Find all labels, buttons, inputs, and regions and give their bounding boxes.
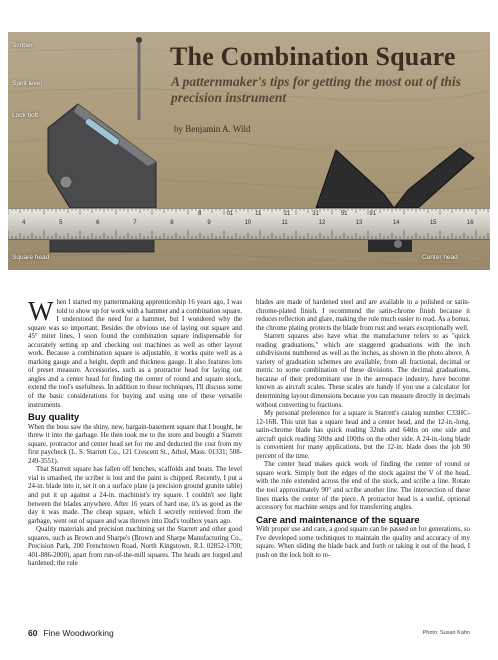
ruler-number-top: 01 xyxy=(226,211,234,217)
hero-photo xyxy=(8,32,490,270)
buy-paragraph-2: That Starrett square has fallen off benches, scaffolds and boats. The level vial is smashed, the scriber is lost and the paint is chipped. Recently, I put a 24-in. blade into it, set it on a surface plate (a precision ground granite table) and put it up against a 24-in. machinist's try square. I couldn't see light between the blades anywhere. After 16 years of hard use, it's as good as the day it was made. The cheap square, which I secretly retrieved from the garbage, went out of square and was thrown into Dad's toolbox years ago. xyxy=(28,466,242,525)
ruler-number: 7 xyxy=(133,220,137,226)
photo-credit: Photo: Susan Kahn xyxy=(422,630,470,636)
callout-lock-bolt: Lock bolt xyxy=(12,112,39,119)
graduations-paragraph: Starrett squares also have what the manufacturer refers to as "quick reading graduations," which are staggered graduations with the inch subdivisions numbered as well as the inches, as shown in the photo above. A variety of graduation schemes are available, from all fractional, decimal or metric to some combination of these divisions. The decimal graduations, because of their predominant use in the aerospace industry, have become known as aircraft scales. These scales are handy if you use a calculator for determining layout dimensions because you can measure directly in decimals without converting to fractions. xyxy=(256,333,470,409)
ruler-blade xyxy=(8,208,490,240)
article-subtitle: A patternmaker's tips for getting the most out of this precision instrument xyxy=(171,74,461,105)
care-paragraph: With proper use and care, a good square can be passed on for generations, so I've developed some techniques to maintain the quality and accuracy of my square. When sliding the blade back and forth or taking it out of the head, I push on the lock bolt to re- xyxy=(256,526,470,559)
ruler-number: 5 xyxy=(59,220,63,226)
article-byline: by Benjamin A. Wild xyxy=(174,124,251,134)
callout-center-head: Center head xyxy=(422,254,458,261)
ruler-number: 14 xyxy=(392,220,400,226)
ruler-number: 16 xyxy=(466,220,474,226)
intro-text: hen I started my patternmaking apprenticeship 16 years ago, I was told to show up for work with a hammer and a combination square. I understood the need for a hammer, but I wondered why the square was so important. Besides the obvious use of laying out square and 45° miter lines, I soon found the combination square indispensable for accurately setting up and checking out machines as well as other layout work. Because a combination square is adjustable, it works quite well as a marking gauge and a height, depth and thickness gauge. It also features lots of preset measure. Accessories, such as a protractor head for laying out angles and a center head for finding the center of round and square stock, extend the tool's usefulness. In addition to these techniques, I'll discuss some of the basic considerations for buying and using one of these versatile instruments. xyxy=(28,299,242,409)
ruler-number-top: 11 xyxy=(255,211,262,217)
preference-paragraph: My personal preference for a square is Starrett's catalog number C33HC-12-16R. This unit has a square head and a center head, and the 12-in.-long, satin-chrome blade has quick reading 32nds and 64ths on one side and aircraft quick reading 50ths and 100ths on the other side. A 24-in.-long blade is convenient for many applications, but the 12-in. blade does the job 90 percent of the time. xyxy=(256,410,470,460)
ruler-number-top: 31 xyxy=(312,211,319,217)
ruler-number: 11 xyxy=(281,220,288,226)
ruler-number: 10 xyxy=(244,220,252,226)
callout-square-head: Square head xyxy=(12,254,50,261)
ruler-number: 8 xyxy=(170,220,174,226)
ruler-number: 15 xyxy=(429,220,437,226)
text-column-left xyxy=(28,296,242,569)
buy-paragraph-3: Quality materials and precision machining set the Starrett and other good squares, such as Brown and Sharpe's (Brown and Sharpe Manufacturing Co., Precision Park, 200 Frenchtown Road, North Kingstown, R.I. 02852-1700; 401-886-2000), apart from run-of-the-mill squares. The heads are forged and hardened; the rule xyxy=(28,526,242,568)
ruler-number-top: 51 xyxy=(340,211,348,217)
ruler-number: 12 xyxy=(318,220,326,226)
page-number: 60 xyxy=(28,628,38,638)
drop-cap: W xyxy=(28,296,54,326)
heading-care-maintenance: Care and maintenance of the square xyxy=(256,514,420,526)
ruler-number: 9 xyxy=(207,220,211,226)
ruler-number: 13 xyxy=(355,220,363,226)
callout-scriber: Scriber xyxy=(12,42,33,49)
blade-paragraph: blades are made of hardened steel and are available in a polished or satin-chrome-plated finish. I recommend the satin-chrome finish because it reduces reflection and glare, making the rule much easier to read. As a bonus, the chrome plating protects the blade from rust and wears exceptionally well. xyxy=(256,299,470,332)
page-folio xyxy=(28,628,114,638)
ruler-number: 4 xyxy=(22,220,26,226)
magazine-name: Fine Woodworking xyxy=(43,628,114,638)
center-head-paragraph: The center head makes quick work of finding the center of round or square work. Simply butt the edges of the stock against the V of the head, with the rule extended across the end of the stock, and scribe a line. Rotate the tool approximately 90° and scribe another line. The intersection of these lines marks the center of the piece. A protractor head is a useful, optional accessory for machine setups and for transferring angles. xyxy=(256,461,470,512)
article-title: The Combination Square xyxy=(170,42,456,71)
heading-buy-quality: Buy quality xyxy=(28,412,80,424)
ruler-number-top: 8 xyxy=(198,211,202,217)
ruler-number-top: 21 xyxy=(283,211,291,217)
buy-paragraph-1: When the boss saw the shiny, new, bargain-basement square that I bought, he threw it into the garbage. He then took me to the store and bought a Starrett square, protractor and center head set for me and deducted the cost from my first paycheck (L. S. Starrett Co., 121 Crescent St., Athol, Mass. 01331; 508-249-3551). xyxy=(28,423,242,465)
callout-spirit-level: Spirit level xyxy=(12,80,42,87)
text-column-right xyxy=(256,299,470,560)
intro-paragraph xyxy=(28,296,242,410)
ruler-number-top: 91 xyxy=(369,211,377,217)
ruler-number: 6 xyxy=(96,220,100,226)
